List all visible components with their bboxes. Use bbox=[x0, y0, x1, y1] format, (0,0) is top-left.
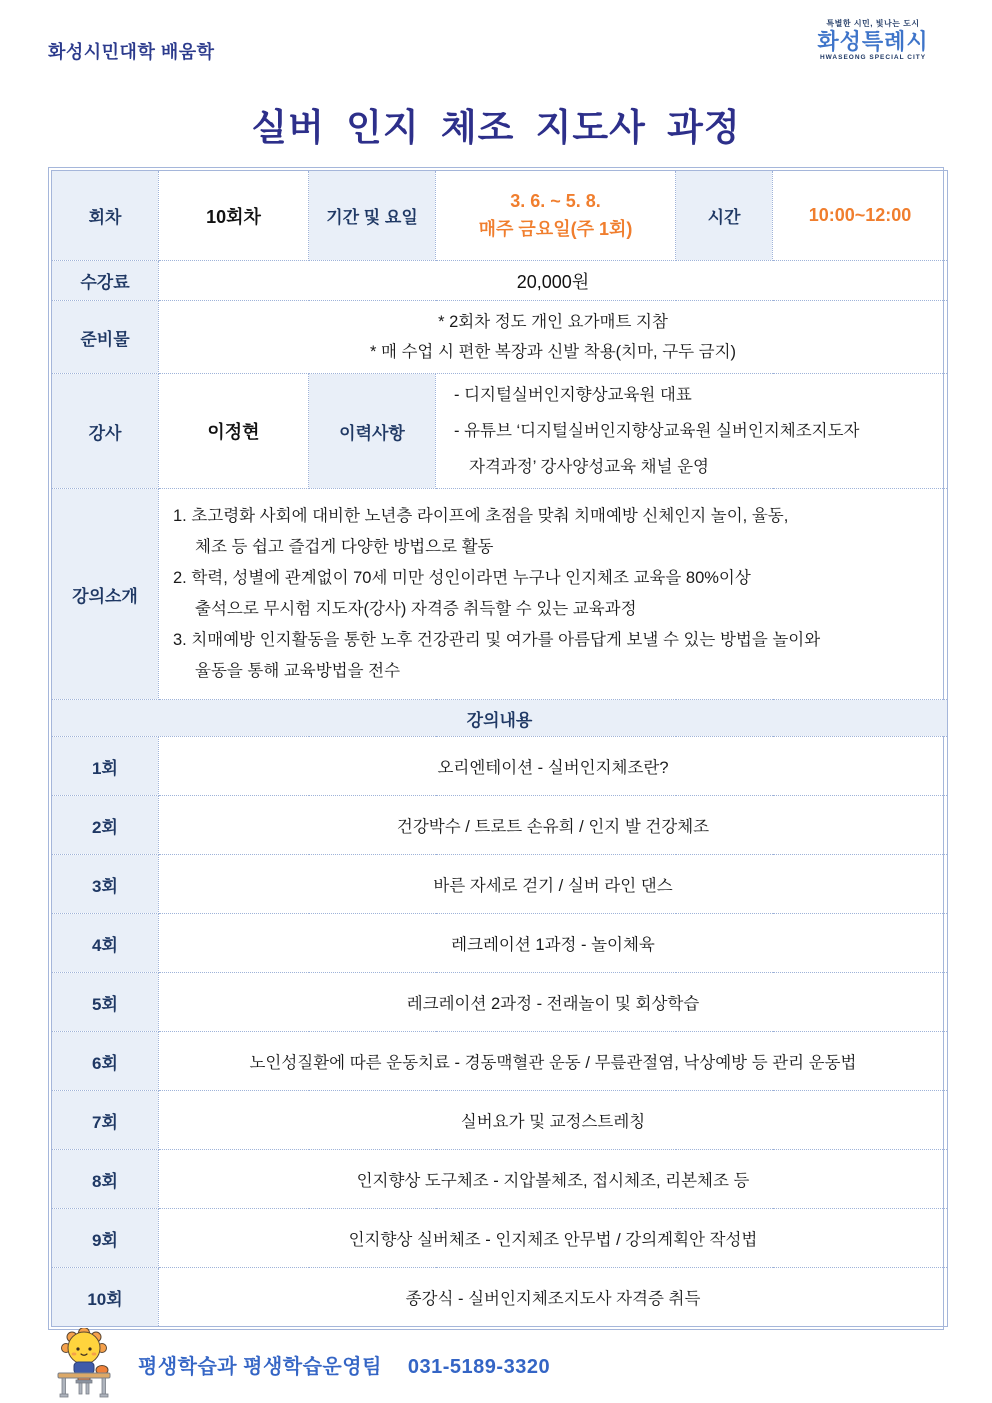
page-title: 실버 인지 체조 지도사 과정 bbox=[251, 107, 741, 148]
intro-line: 1. 초고령화 사회에 대비한 노년층 라이프에 초점을 맞춰 치매예방 신체인지 놀이, 율동, bbox=[173, 507, 789, 525]
session-content: 노인성질환에 따른 운동치료 - 경동맥혈관 운동 / 무릎관절염, 낙상예방 등 관리 운동법 bbox=[159, 1032, 948, 1091]
table-row bbox=[52, 1209, 948, 1268]
footer-contact bbox=[138, 1350, 550, 1379]
logo-wordmark: 화성특례시 bbox=[817, 29, 929, 54]
session-content: 바른 자세로 걷기 / 실버 라인 댄스 bbox=[159, 855, 948, 914]
table-row-fee bbox=[52, 261, 948, 301]
session-no: 3회 bbox=[52, 855, 159, 914]
period-value bbox=[436, 171, 676, 261]
table-row-instructor bbox=[52, 374, 948, 489]
session-no: 10회 bbox=[52, 1268, 159, 1327]
logo-tagline: 특별한 시민, 빛나는 도시 bbox=[826, 19, 920, 28]
footer-phone: 031-5189-3320 bbox=[407, 1355, 551, 1378]
materials-line1: * 2회차 정도 개인 요가매트 지참 bbox=[438, 313, 668, 331]
intro-value bbox=[159, 489, 948, 700]
period-dates: 3. 6. ~ 5. 8. bbox=[510, 190, 601, 211]
fee-label: 수강료 bbox=[52, 261, 159, 301]
career-value bbox=[436, 374, 948, 489]
session-content: 인지향상 도구체조 - 지압볼체조, 접시체조, 리본체조 등 bbox=[159, 1150, 948, 1209]
table-row bbox=[52, 1268, 948, 1327]
table-row-intro bbox=[52, 489, 948, 700]
footer bbox=[52, 1328, 550, 1400]
table-row bbox=[52, 855, 948, 914]
table-row bbox=[52, 1032, 948, 1091]
hwaseong-logo bbox=[808, 18, 938, 61]
session-content: 인지향상 실버체조 - 인지체조 안무법 / 강의계획안 작성법 bbox=[159, 1209, 948, 1268]
session-count-label: 회차 bbox=[52, 171, 159, 261]
program-name: 화성시민대학 배움학 bbox=[48, 42, 215, 62]
session-content: 종강식 - 실버인지체조지도사 자격증 취득 bbox=[159, 1268, 948, 1327]
time-label: 시간 bbox=[676, 171, 773, 261]
session-content: 오리엔테이션 - 실버인지체조란? bbox=[159, 737, 948, 796]
session-no: 4회 bbox=[52, 914, 159, 973]
intro-line: 율동을 통해 교육방법을 전수 bbox=[195, 662, 401, 680]
table-row bbox=[52, 1150, 948, 1209]
period-weekday: 매주 금요일(주 1회) bbox=[478, 218, 633, 239]
mascot-icon bbox=[52, 1328, 116, 1400]
table-row-schedule bbox=[52, 171, 948, 261]
intro-line: 출석으로 무시험 지도자(강사) 자격증 취득할 수 있는 교육과정 bbox=[195, 600, 637, 618]
instructor-label: 강사 bbox=[52, 374, 159, 489]
career-line: - 유튜브 ‘디지털실버인지향상교육원 실버인지체조지도자 bbox=[454, 422, 860, 440]
session-count-value: 10회차 bbox=[159, 171, 309, 261]
session-content: 건강박수 / 트로트 손유희 / 인지 발 건강체조 bbox=[159, 796, 948, 855]
course-info-table bbox=[48, 167, 944, 1330]
session-content: 레크레이션 2과정 - 전래놀이 및 회상학습 bbox=[159, 973, 948, 1032]
session-content: 실버요가 및 교정스트레칭 bbox=[159, 1091, 948, 1150]
career-label: 이력사항 bbox=[309, 374, 436, 489]
materials-line2: * 매 수업 시 편한 복장과 신발 착용(치마, 구두 금지) bbox=[369, 343, 737, 361]
table-row bbox=[52, 973, 948, 1032]
session-no: 2회 bbox=[52, 796, 159, 855]
session-no: 5회 bbox=[52, 973, 159, 1032]
footer-department: 평생학습과 평생학습운영팀 bbox=[138, 1355, 382, 1378]
fee-value: 20,000원 bbox=[159, 261, 948, 301]
intro-line: 2. 학력, 성별에 관계없이 70세 미만 성인이라면 누구나 인지체조 교육을 80%이상 bbox=[173, 569, 751, 587]
intro-line: 3. 치매예방 인지활동을 통한 노후 건강관리 및 여가를 아름답게 보낼 수 있는 방법을 놀이와 bbox=[173, 631, 821, 649]
intro-label: 강의소개 bbox=[52, 489, 159, 700]
materials-value bbox=[159, 301, 948, 374]
logo-subtitle: HWASEONG SPECIAL CITY bbox=[819, 54, 927, 62]
table-row bbox=[52, 914, 948, 973]
session-no: 6회 bbox=[52, 1032, 159, 1091]
table-row bbox=[52, 1091, 948, 1150]
materials-label: 준비물 bbox=[52, 301, 159, 374]
period-label: 기간 및 요일 bbox=[309, 171, 436, 261]
intro-line: 체조 등 쉽고 즐겁게 다양한 방법으로 활동 bbox=[195, 538, 494, 556]
session-no: 9회 bbox=[52, 1209, 159, 1268]
instructor-name: 이정현 bbox=[159, 374, 309, 489]
table-row bbox=[52, 796, 948, 855]
session-no: 8회 bbox=[52, 1150, 159, 1209]
table-row-content-header bbox=[52, 700, 948, 737]
content-header: 강의내용 bbox=[52, 700, 948, 737]
table-row bbox=[52, 737, 948, 796]
session-no: 7회 bbox=[52, 1091, 159, 1150]
career-line: - 디지털실버인지향상교육원 대표 bbox=[454, 386, 692, 404]
session-content: 레크레이션 1과정 - 놀이체육 bbox=[159, 914, 948, 973]
table-row-materials bbox=[52, 301, 948, 374]
career-line: 자격과정’ 강사양성교육 채널 운영 bbox=[469, 458, 709, 476]
time-value: 10:00~12:00 bbox=[773, 171, 948, 261]
session-no: 1회 bbox=[52, 737, 159, 796]
